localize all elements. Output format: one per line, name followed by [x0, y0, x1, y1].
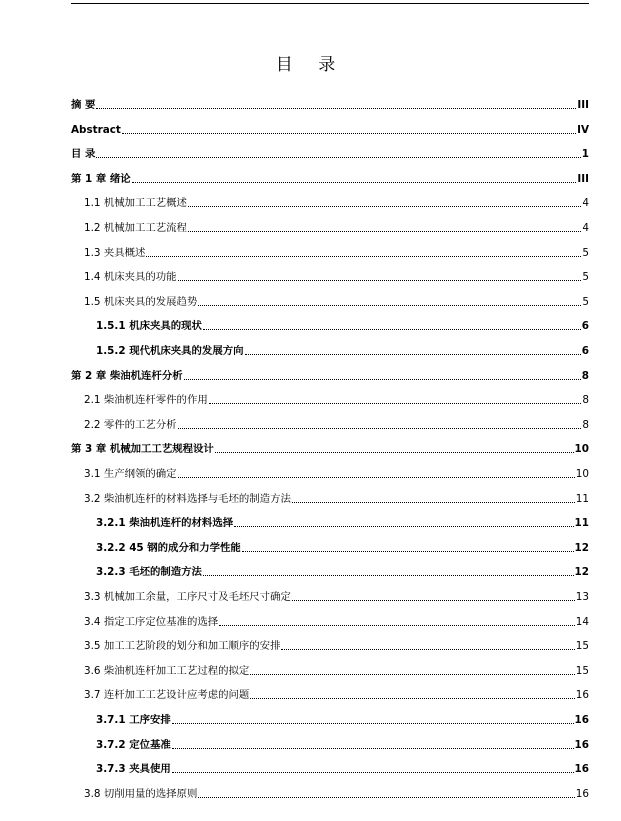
toc-dot-leader — [203, 329, 581, 330]
toc-entry-label: 2.2 零件的工艺分析 — [84, 418, 177, 431]
toc-page-number: 14 — [575, 615, 589, 628]
toc-entry[interactable] — [84, 244, 589, 260]
toc-page-number: 8 — [581, 369, 589, 382]
toc-entry-label: 3.1 生产纲领的确定 — [84, 468, 177, 480]
toc-dot-leader — [215, 452, 574, 453]
toc-dot-leader — [96, 108, 576, 109]
toc-entry[interactable] — [71, 440, 589, 456]
toc-entry-label: 3.7.1 工序安排 — [96, 714, 171, 726]
toc-dot-leader — [219, 625, 575, 626]
toc-entry[interactable] — [84, 662, 589, 678]
toc-entry-label: 1.1 机械加工工艺概述 — [84, 197, 187, 210]
toc-dot-leader — [188, 231, 581, 232]
toc-entry[interactable] — [96, 760, 589, 776]
toc-entry-label: 1.3 夹具概述 — [84, 246, 146, 259]
toc-page-number: 4 — [582, 197, 589, 210]
toc-entry-label: 第 2 章 柴油机连杆分析 — [71, 369, 183, 382]
toc-page-number: 5 — [582, 271, 589, 284]
header-rule — [71, 3, 589, 4]
toc-page-number: 16 — [574, 738, 589, 751]
toc-page-number: 12 — [574, 566, 589, 579]
toc-page-number: 16 — [575, 689, 589, 702]
toc-dot-leader — [172, 772, 574, 773]
toc-dot-leader — [96, 157, 580, 158]
toc-dot-leader — [292, 502, 575, 503]
toc-page-number: 16 — [575, 787, 589, 800]
toc-entry[interactable] — [71, 96, 589, 112]
toc-entry[interactable] — [96, 711, 589, 727]
toc-entry-label: 3.4 指定工序定位基准的选择 — [84, 615, 219, 628]
toc-page-number: 16 — [574, 763, 589, 776]
toc-dot-leader — [184, 379, 581, 380]
toc-dot-leader — [178, 280, 582, 281]
toc-entry-label: 第 1 章 绪论 — [71, 172, 131, 185]
toc-title: 目 录 — [275, 55, 346, 75]
toc-page-number: 5 — [582, 295, 589, 308]
toc-entry-label: 1.5.1 机床夹具的现状 — [96, 320, 202, 333]
toc-page-number: 15 — [575, 640, 589, 653]
toc-entry[interactable] — [84, 613, 589, 629]
toc-entry[interactable] — [96, 539, 589, 555]
toc-entry[interactable] — [84, 637, 589, 653]
toc-dot-leader — [203, 575, 574, 576]
toc-entry[interactable] — [96, 563, 589, 579]
toc-page-number: IV — [577, 123, 589, 136]
toc-page-number: 5 — [582, 246, 589, 259]
toc-entry-label: 1.4 机床夹具的功能 — [84, 271, 177, 284]
toc-dot-leader — [250, 674, 574, 675]
toc-entry-label: 1.2 机械加工工艺流程 — [84, 222, 187, 234]
toc-entry-label: 3.2.1 柴油机连杆的材料选择 — [96, 517, 234, 530]
toc-entry-label: 3.7 连杆加工工艺设计应考虑的问题 — [84, 689, 250, 702]
toc-dot-leader — [281, 649, 574, 650]
toc-entry-label: Abstract — [71, 123, 121, 136]
toc-page-number: 13 — [575, 591, 589, 603]
toc-entry[interactable] — [96, 736, 589, 752]
toc-dot-leader — [178, 428, 582, 429]
toc-page-number: 6 — [581, 345, 589, 357]
toc-dot-leader — [234, 526, 573, 527]
toc-entry[interactable] — [84, 686, 589, 702]
toc-entry-label: 摘 要 — [71, 99, 96, 111]
toc-entry[interactable] — [84, 465, 589, 481]
toc-entry[interactable] — [84, 588, 589, 604]
toc-page-number: 11 — [574, 517, 589, 530]
toc-entry[interactable] — [84, 416, 589, 432]
toc-entry-label: 3.2.3 毛坯的制造方法 — [96, 566, 202, 579]
toc-page-number: 8 — [582, 394, 589, 407]
toc-dot-leader — [132, 182, 577, 183]
toc-entry-label: 3.2.2 45 钢的成分和力学性能 — [96, 541, 241, 554]
toc-page-number: 10 — [574, 443, 589, 456]
toc-dot-leader — [242, 551, 574, 552]
toc-entry-label: 3.7.3 夹具使用 — [96, 763, 171, 776]
toc-entry[interactable] — [71, 121, 589, 137]
toc-page-number: 12 — [574, 541, 589, 554]
toc-entry-label: 3.6 柴油机连杆加工工艺过程的拟定 — [84, 664, 250, 677]
toc-entry-label: 1.5.2 现代机床夹具的发展方向 — [96, 345, 244, 357]
toc-page-number: 4 — [582, 222, 589, 234]
toc-entry[interactable] — [84, 490, 589, 506]
toc-dot-leader — [198, 305, 581, 306]
toc-page-number: 11 — [575, 492, 589, 505]
toc-entry[interactable] — [71, 367, 589, 383]
toc-entry[interactable] — [84, 391, 589, 407]
toc-entry[interactable] — [84, 194, 589, 210]
toc-page-number: III — [577, 99, 589, 111]
toc-entry-label: 2.1 柴油机连杆零件的作用 — [84, 394, 208, 407]
toc-dot-leader — [209, 403, 582, 404]
toc-dot-leader — [292, 600, 575, 601]
toc-entry[interactable] — [84, 785, 589, 801]
toc-entry-label: 3.2 柴油机连杆的材料选择与毛坯的制造方法 — [84, 492, 291, 505]
toc-entry[interactable] — [96, 514, 589, 530]
toc-entry-label: 1.5 机床夹具的发展趋势 — [84, 295, 198, 308]
toc-entry[interactable] — [96, 342, 589, 358]
toc-entry[interactable] — [71, 145, 589, 161]
toc-dot-leader — [178, 477, 575, 478]
toc-dot-leader — [198, 797, 574, 798]
toc-entry-label: 3.3 机械加工余量，工序尺寸及毛坯尺寸确定 — [84, 591, 291, 603]
toc-page-number: 15 — [575, 664, 589, 677]
toc-dot-leader — [188, 206, 581, 207]
toc-entry[interactable] — [84, 293, 589, 309]
toc-entry-label: 第 3 章 机械加工工艺规程设计 — [71, 443, 214, 456]
toc-entry[interactable] — [84, 268, 589, 284]
toc-page-number: 6 — [581, 320, 589, 333]
toc-entry[interactable] — [84, 219, 589, 235]
toc-page-number: 8 — [582, 418, 589, 431]
toc-dot-leader — [245, 354, 581, 355]
toc-entry-label: 目 录 — [71, 148, 96, 161]
toc-entry-label: 3.7.2 定位基准 — [96, 738, 171, 751]
toc-page-number: III — [577, 172, 589, 185]
toc-page-number: 10 — [575, 468, 589, 480]
toc-page-number: 16 — [574, 714, 589, 726]
toc-dot-leader — [172, 748, 574, 749]
toc-dot-leader — [250, 698, 574, 699]
toc-dot-leader — [146, 256, 581, 257]
toc-entry-label: 3.8 切削用量的选择原则 — [84, 787, 198, 800]
toc-dot-leader — [122, 133, 576, 134]
toc-entry-label: 3.5 加工工艺阶段的划分和加工顺序的安排 — [84, 640, 281, 653]
toc-entry[interactable] — [96, 317, 589, 333]
toc-entry[interactable] — [71, 170, 589, 186]
toc-dot-leader — [172, 723, 574, 724]
toc-page-number: 1 — [581, 148, 589, 161]
